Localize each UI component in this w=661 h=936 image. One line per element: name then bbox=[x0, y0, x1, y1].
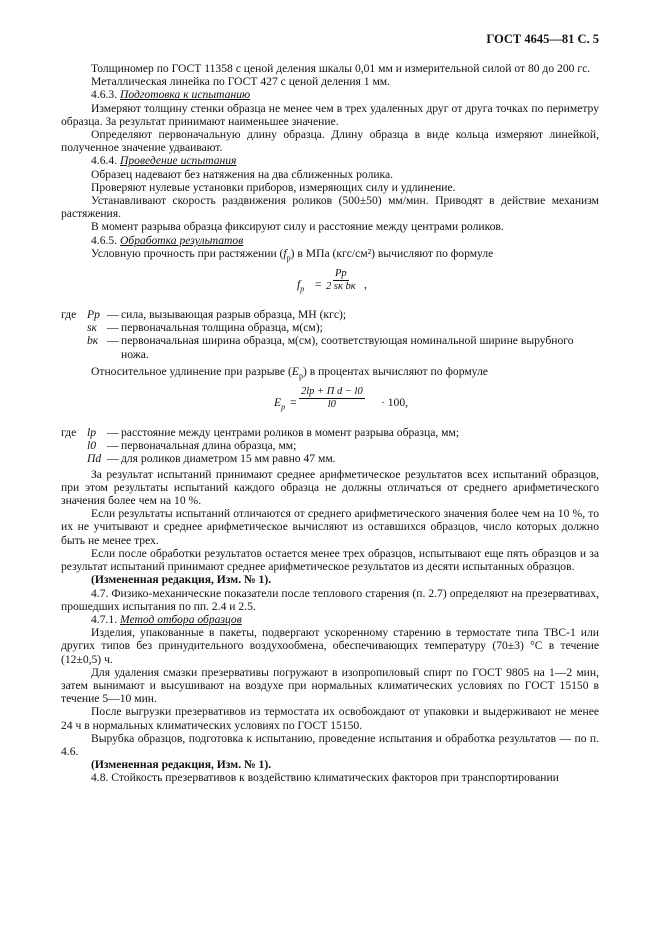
definition-row bbox=[61, 321, 599, 334]
section-heading bbox=[61, 154, 599, 167]
definition-dash: — bbox=[107, 439, 119, 453]
denominator: 2 sк bк bbox=[326, 281, 356, 293]
paragraph: Устанавливают скорость раздвижения роликов (500±50) мм/мин. Приводят в действие механизм растяжения. bbox=[61, 194, 599, 221]
paragraph bbox=[61, 246, 599, 263]
definition-row bbox=[61, 308, 599, 321]
paragraph bbox=[61, 364, 599, 381]
paragraph: За результат испытаний принимают среднее арифметическое результатов всех испытаний образцов, при этом результаты испытаний каждого образца не должны отличаться от среднего арифметического значения более чем на 10 %. bbox=[61, 467, 599, 508]
section-title: Подготовка к испытанию bbox=[120, 88, 251, 102]
formula-tail: · 100, bbox=[381, 396, 409, 410]
definition-dash: — bbox=[107, 308, 119, 322]
symbol: E bbox=[291, 364, 299, 378]
paragraph: Изделия, упакованные в пакеты, подвергают ускоренному старению в термостате типа ТВС-1 или других типов без принудительного воздухообмена, обеспечивающих температуру (70±3) °С в течение (12±0,5) ч. bbox=[61, 626, 599, 666]
paragraph: 4.8. Стойкость презервативов к воздействию климатических факторов при транспортировании bbox=[91, 771, 559, 785]
section-title: Обработка результатов bbox=[120, 233, 244, 247]
definition-pre bbox=[61, 334, 87, 360]
section-heading bbox=[61, 613, 599, 626]
definition-text: расстояние между центрами роликов в момент разрыва образца, мм; bbox=[121, 426, 460, 440]
paragraph: После выгрузки презервативов из термостата их освобождают от упаковки и выдерживают не менее 24 ч в нормальных климатических условиях по ГОСТ 15150. bbox=[61, 705, 599, 732]
definition-text: первоначальная длина образца, мм; bbox=[121, 439, 297, 453]
paragraph: Толщиномер по ГОСТ 11358 с ценой деления шкалы 0,01 мм и измерительной силой от 80 до 200 гс. bbox=[91, 62, 591, 75]
paragraph: Вырубка образцов, подготовка к испытанию, проведение испытания и обработка результатов — по п. 4.6. bbox=[61, 731, 599, 758]
definition-dash: — bbox=[107, 334, 119, 348]
subscript: р bbox=[286, 253, 291, 263]
section-title: Проведение испытания bbox=[120, 154, 237, 168]
definition-sym: lр bbox=[87, 426, 97, 440]
definition-text: для роликов диаметром 15 мм равно 47 мм. bbox=[121, 452, 336, 466]
section-number: 4.6.4. bbox=[91, 154, 118, 168]
symbol: E bbox=[274, 396, 282, 410]
formula-strength bbox=[61, 268, 599, 302]
page-header: ГОСТ 4645—81 С. 5 bbox=[486, 32, 599, 46]
section-number: 4.6.5. bbox=[91, 233, 118, 247]
section-title: Метод отбора образцов bbox=[120, 612, 242, 626]
definition-pre bbox=[61, 452, 87, 465]
definition-pre: где bbox=[61, 426, 77, 440]
definition-row bbox=[61, 426, 459, 439]
definition-pre bbox=[61, 321, 87, 334]
paragraph: Для удаления смазки презервативы погружают в изопропиловый спирт по ГОСТ 9805 на 1—2 мин, затем вынимают и высушивают на воздухе при нормальных климатических условиях по ГОСТ 15150 в течение 5—10 мин. bbox=[61, 665, 599, 706]
amendment-note: (Измененная редакция, Изм. № 1). bbox=[91, 573, 272, 587]
definition-text: первоначальная ширина образца, м(см), соответствующая номинальной ширине вырубного ножа. bbox=[121, 334, 574, 361]
definition-sym: bк bbox=[87, 334, 99, 348]
formula-lhs bbox=[297, 278, 305, 294]
definition-row bbox=[61, 439, 459, 452]
equals-sign: = bbox=[290, 396, 297, 410]
definitions-list bbox=[61, 308, 599, 361]
definitions-list bbox=[61, 426, 459, 466]
definition-row bbox=[61, 452, 459, 465]
formula-lhs bbox=[274, 396, 286, 412]
equals-sign: = bbox=[315, 278, 322, 292]
symbol: f bbox=[297, 278, 301, 292]
paragraph: 4.7. Физико-механические показатели после теплового старения (п. 2.7) определяют на презервативах, прошедших испытания по пп. 2.4 и 2.5. bbox=[61, 586, 599, 613]
document-body bbox=[61, 62, 599, 785]
formula-elongation bbox=[61, 386, 599, 420]
symbol: f bbox=[283, 246, 287, 260]
paragraph: Измеряют толщину стенки образца не менее чем в трех удаленных друг от друга точках по периметру образца. За результат принимают наименьшее значение. bbox=[61, 101, 599, 128]
definition-sym: Пd bbox=[87, 452, 102, 466]
paragraph: Металлическая линейка по ГОСТ 427 с ценой деления 1 мм. bbox=[91, 75, 391, 89]
subscript: р bbox=[300, 284, 305, 294]
definition-row bbox=[61, 334, 599, 360]
paragraph: В момент разрыва образца фиксируют силу и расстояние между центрами роликов. bbox=[91, 220, 504, 234]
definition-dash: — bbox=[107, 426, 119, 440]
definition-text: сила, вызывающая разрыв образца, МН (кгс); bbox=[121, 308, 347, 322]
section-number: 4.6.3. bbox=[91, 88, 118, 102]
section-heading bbox=[61, 234, 599, 247]
section-heading bbox=[61, 88, 599, 101]
fraction bbox=[326, 268, 356, 293]
denominator: l0 bbox=[327, 399, 336, 411]
paragraph: Если результаты испытаний отличаются от среднего арифметического значения более чем на 10 %, то их не учитывают и среднее арифметическое вычисляют из оставшихся образцов, число которых должно быть не менее трех. bbox=[61, 507, 599, 547]
paragraph: Определяют первоначальную длину образца. Длину образца в виде кольца измеряют линейкой, полученное значение удваивают. bbox=[61, 128, 599, 155]
subscript: р bbox=[298, 371, 303, 381]
formula-tail: , bbox=[364, 278, 367, 292]
text-run: Условную прочность при растяжении ( bbox=[91, 246, 284, 260]
definition-pre: где bbox=[61, 308, 77, 322]
subscript: р bbox=[281, 402, 286, 412]
text-run: Относительное удлинение при разрыве ( bbox=[91, 364, 292, 378]
section-number: 4.7.1. bbox=[91, 612, 118, 626]
definition-sym: sк bbox=[87, 321, 97, 335]
text-run: ) в МПа (кгс/см²) вычисляют по формуле bbox=[290, 246, 494, 260]
definition-dash: — bbox=[107, 321, 119, 335]
paragraph: Образец надевают без натяжения на два сближенных ролика. bbox=[91, 167, 394, 181]
definition-sym: Pр bbox=[87, 308, 100, 322]
numerator: 2lр + П d − l0 bbox=[301, 386, 363, 398]
definition-pre bbox=[61, 439, 87, 452]
fraction bbox=[299, 386, 365, 411]
definition-sym: l0 bbox=[87, 439, 97, 453]
numerator: Pр bbox=[335, 268, 347, 280]
paragraph: Проверяют нулевые установки приборов, измеряющих силу и удлинение. bbox=[91, 180, 456, 194]
text-run: ) в процентах вычисляют по формуле bbox=[302, 364, 488, 378]
definition-dash: — bbox=[107, 452, 119, 466]
amendment-note: (Измененная редакция, Изм. № 1). bbox=[91, 758, 272, 772]
definition-text: первоначальная толщина образца, м(см); bbox=[121, 321, 323, 335]
paragraph: Если после обработки результатов остается менее трех образцов, испытывают еще пять образцов и за результат испытаний принимают среднее арифметическое результатов из десяти испытанных образцов. bbox=[61, 546, 599, 574]
